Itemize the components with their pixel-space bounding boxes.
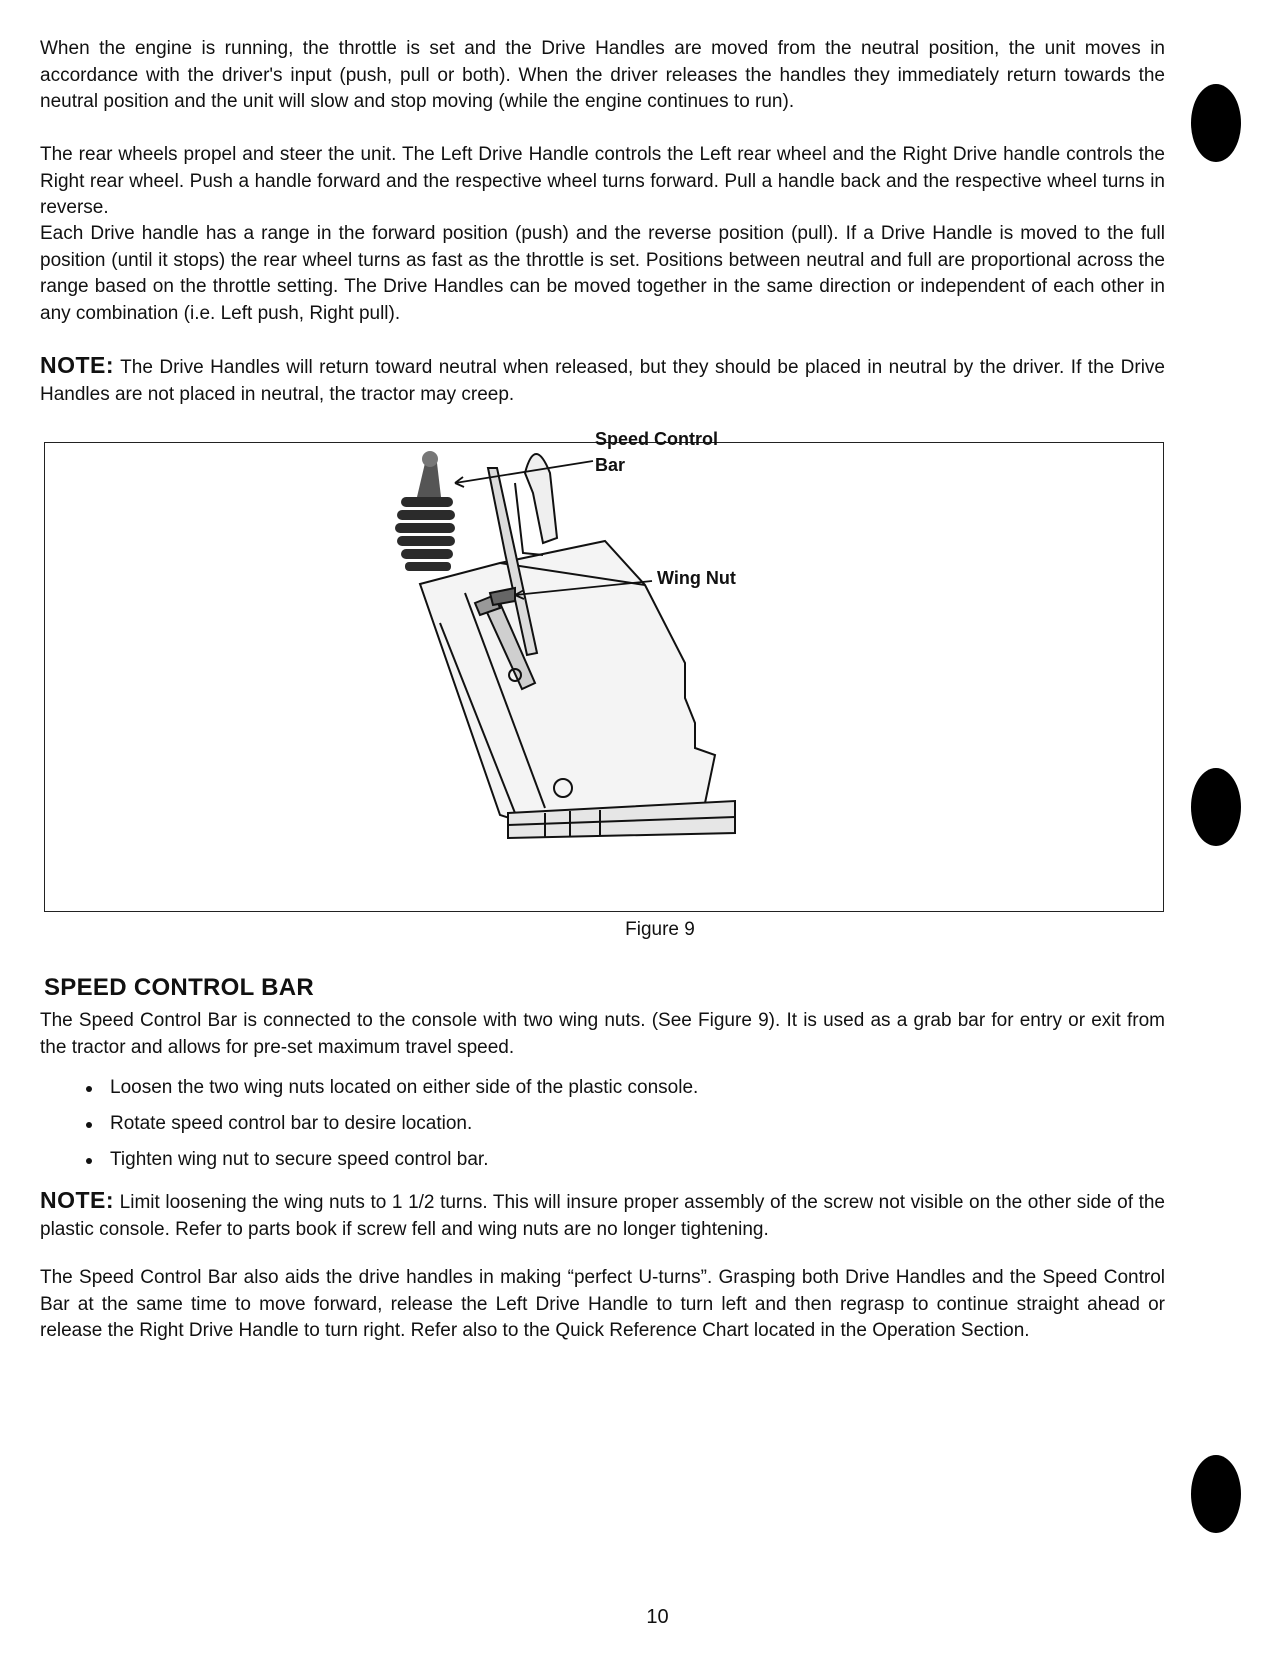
paragraph-u-turns: The Speed Control Bar also aids the drive handles in making “perfect U-turns”. Grasping both Drive Handles and the Speed Control Bar at the same time to move forward, release the Left Drive Handle to turn left and then regrasp to continue straight ahead or release the Right Drive Handle to turn right. Refer also to the Quick Reference Chart located in the Operation Section. [40,1267,1165,1341]
shift-boot [395,451,455,571]
callout-speed-line1: Speed Control [595,429,719,449]
callout-speed-control-bar [595,426,718,478]
note-label: NOTE: [40,352,115,378]
binder-hole [1191,84,1241,162]
note-wing-nuts [40,1187,1165,1243]
page-number: 10 [646,1606,669,1628]
note-drive-handles [40,352,1165,408]
note-label: NOTE: [40,1187,115,1213]
list-item: Tighten wing nut to secure speed control bar. [80,1142,698,1178]
paragraph-engine-running: When the engine is running, the throttle is set and the Drive Handles are moved from the neutral position, the unit moves in accordance with the driver's input (push, pull or both). When the driver releases the handles they immediately return towards the neutral position and the unit will slow and stop moving (while the engine continues to run). [40,38,1165,112]
callout-speed-line2: Bar [595,455,626,475]
note-text: The Drive Handles will return toward neutral when released, but they should be placed in neutral by the driver. If the Drive Handles are not placed in neutral, the tractor may creep. [40,357,1165,405]
adjustment-steps [80,1070,698,1178]
callout-wing-nut: Wing Nut [657,568,736,588]
paragraph-speed-control-intro: The Speed Control Bar is connected to the console with two wing nuts. (See Figure 9). It is used as a grab bar for entry or exit from the tractor and allows for pre-set maximum travel speed. [40,1010,1165,1058]
binder-hole [1191,768,1241,846]
note-text: Limit loosening the wing nuts to 1 1/2 turns. This will insure proper assembly of the screw not visible on the other side of the plastic console. Refer to parts book if screw fell and wing nuts are no longer tightening. [40,1192,1165,1240]
figure-9-frame [44,429,1164,912]
list-item: Loosen the two wing nuts located on either side of the plastic console. [80,1070,698,1106]
section-heading: SPEED CONTROL BAR [44,974,315,1001]
list-item: Rotate speed control bar to desire location. [80,1106,698,1142]
leader-speed-control [455,461,593,483]
paragraph-drive-range: Each Drive handle has a range in the forward position (push) and the reverse position (pull). If a Drive Handle is moved to the full position (until it stops) the rear wheel turns as fast as the throttle is set. Positions between neutral and full are proportional across the range based on the throttle setting. The Drive Handles can be moved together in the same direction or independent of each other in any combination (i.e. Left push, Right pull). [40,223,1165,324]
paragraph-rear-wheels: The rear wheels propel and steer the unit. The Left Drive Handle controls the Left rear wheel and the Right Drive handle controls the Right rear wheel. Push a handle forward and the respective wheel turns forward. Pull a handle back and the respective wheel turns in reverse. [40,144,1165,218]
console-illustration [45,443,1163,911]
figure-caption: Figure 9 [625,919,695,940]
binder-hole [1191,1455,1241,1533]
